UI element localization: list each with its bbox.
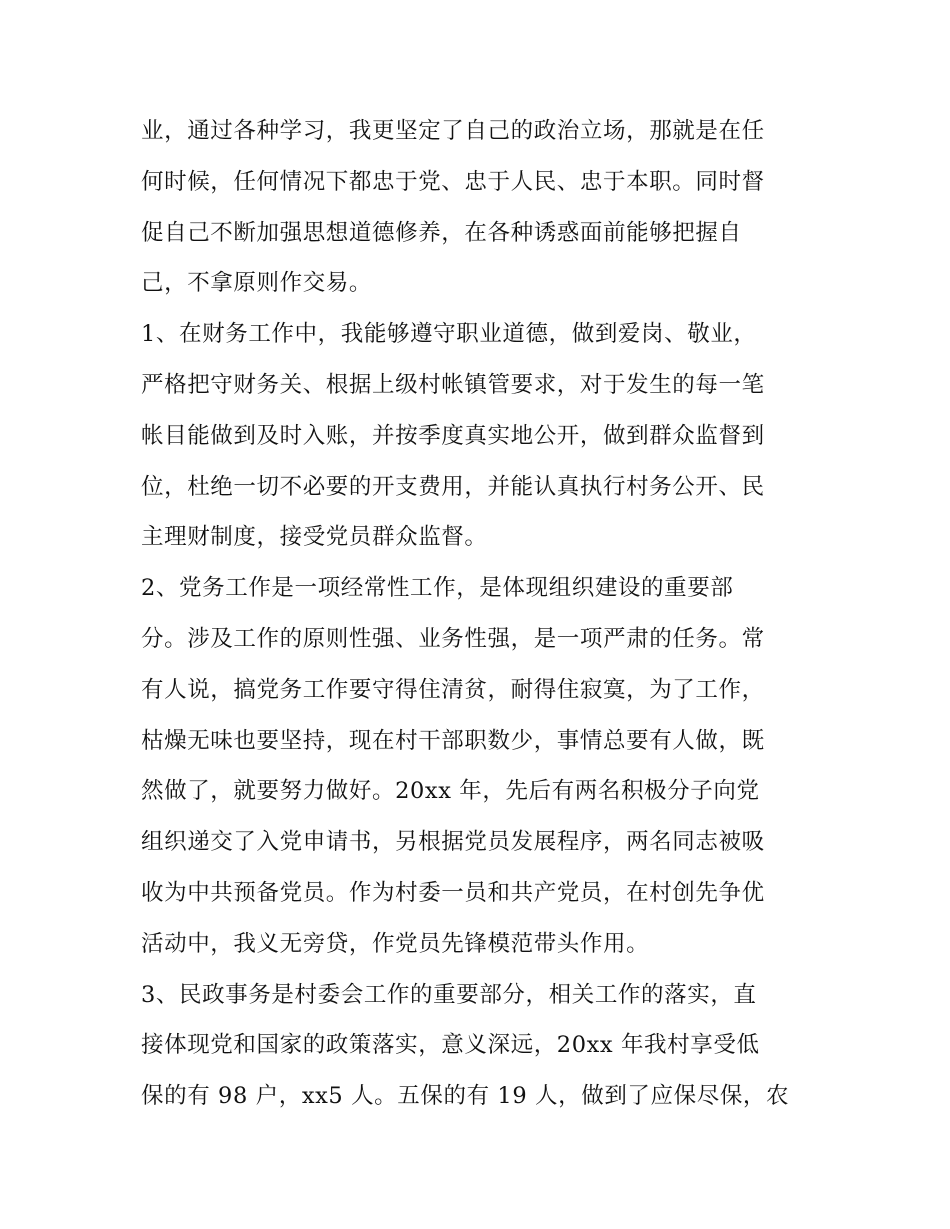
text-line: 位，杜绝一切不必要的开支费用，并能认真执行村务公开、民 xyxy=(141,473,765,500)
text-line: 收为中共预备党员。作为村委一员和共产党员，在村创先争优 xyxy=(141,879,765,906)
text-line: 己，不拿原则作交易。 xyxy=(141,270,373,297)
text-line: 严格把守财务关、根据上级村帐镇管要求，对于发生的每一笔 xyxy=(141,371,765,398)
text-line: 帐目能做到及时入账，并按季度真实地公开，做到群众监督到 xyxy=(141,422,765,449)
text-line: 2、党务工作是一项经常性工作，是体现组织建设的重要部 xyxy=(141,575,734,602)
text-line: 活动中，我义无旁贷，作党员先锋模范带头作用。 xyxy=(141,930,650,957)
text-line: 1、在财务工作中，我能够遵守职业道德，做到爱岗、敬业， xyxy=(141,321,757,348)
text-line: 有人说，搞党务工作要守得住清贫，耐得住寂寞，为了工作， xyxy=(141,676,765,703)
body-text xyxy=(141,106,813,1122)
text-line: 业，通过各种学习，我更坚定了自己的政治立场，那就是在任 xyxy=(141,118,765,144)
text-line: 分。涉及工作的原则性强、业务性强，是一项严肃的任务。常 xyxy=(141,625,765,652)
text-line: 主理财制度，接受党员群众监督。 xyxy=(141,524,488,551)
text-line: 枯燥无味也要坚持，现在村干部职数少，事情总要有人做，既 xyxy=(141,727,765,754)
text-line: 组织递交了入党申请书，另根据党员发展程序，两名同志被吸 xyxy=(141,829,765,856)
text-line: 何时候，任何情况下都忠于党、忠于人民、忠于本职。同时督 xyxy=(141,168,765,195)
text-line: 3、民政事务是村委会工作的重要部分，相关工作的落实，直 xyxy=(141,981,757,1008)
text-line: 接体现党和国家的政策落实，意义深远，20xx 年我村享受低 xyxy=(141,1032,760,1059)
text-line: 然做了，就要努力做好。20xx 年，先后有两名积极分子向党 xyxy=(141,778,760,805)
text-line: 保的有 98 户，xx5 人。五保的有 19 人，做到了应保尽保，农 xyxy=(141,1083,790,1110)
text-line: 促自己不断加强思想道德修养，在各种诱惑面前能够把握自 xyxy=(141,219,742,246)
